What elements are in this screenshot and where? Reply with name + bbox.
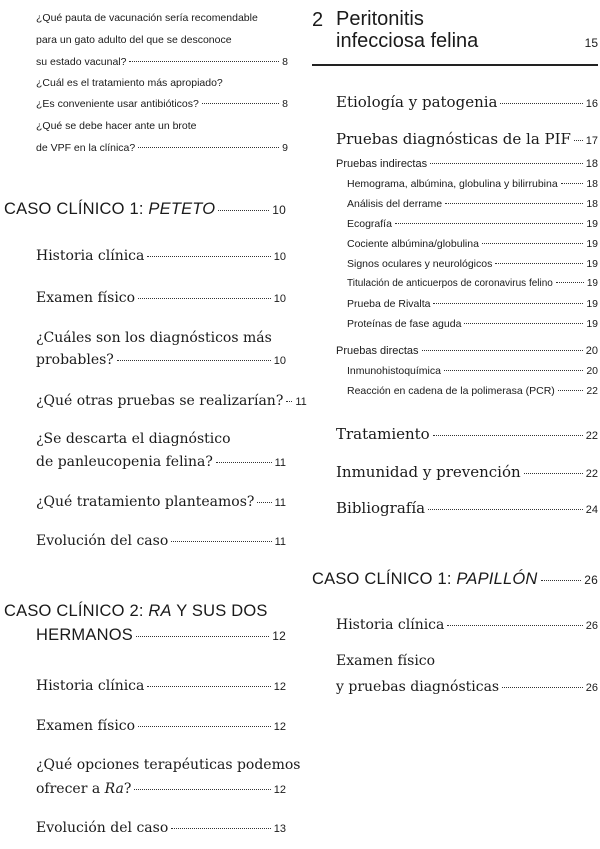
dot-leader [500,103,582,104]
toc-entry-text: de panleucopenia felina? [36,454,213,470]
dot-leader [428,509,583,510]
toc-entry[interactable] [36,290,286,306]
toc-entry-text: Pruebas diagnósticas de la PIF [336,130,571,148]
dot-leader [117,360,271,361]
toc-entry-text: Signos oculares y neurológicos [347,258,493,270]
toc-entry-text: ¿Qué otras pruebas se realizarían? [36,393,284,409]
dot-leader [134,789,270,790]
toc-entry-text: ¿Qué tratamiento planteamos? [36,494,255,510]
question-line: ¿Cuál es el tratamiento más apropiado? [36,77,223,89]
dot-leader [202,103,279,104]
page-number: 26 [585,620,598,632]
dot-leader [216,462,272,463]
dot-leader [444,370,583,371]
toc-entry-text: Evolución del caso [36,533,169,549]
dot-leader [433,303,583,304]
question-line: ¿Qué se debe hacer ante un brote [36,120,197,132]
dot-leader [433,435,583,436]
question-line: para un gato adulto del que se desconoce [36,34,232,46]
toc-entry-text: Inmunidad y prevención [336,463,521,481]
dot-leader [218,210,269,211]
toc-entry-text: Historia clínica [336,617,445,633]
page-number: 19 [586,218,598,230]
toc-entry[interactable] [36,494,286,510]
page-number: 12 [273,681,286,693]
dot-leader [558,390,584,391]
toc-entry-text: su estado vacunal? [36,56,127,68]
case-name: PETETO [148,200,216,218]
toc-entry[interactable] [36,820,286,836]
toc-entry-line: ¿Se descarta el diagnóstico [36,431,231,447]
toc-entry-text: Examen físico [36,718,136,734]
toc-entry-text: ¿Es conveniente usar antibióticos? [36,98,199,110]
toc-entry[interactable] [336,617,598,633]
dot-leader [129,61,279,62]
toc-entry-text: Pruebas indirectas [336,158,428,170]
page-number: 11 [274,536,286,548]
case-suffix: Y SUS DOS [171,602,268,620]
toc-entry[interactable] [336,345,598,357]
page-number: 15 [584,36,598,50]
page-number: 8 [282,98,288,110]
question-line: ¿Qué pauta de vacunación sería recomendable [36,12,258,24]
page-number: 26 [585,682,598,694]
toc-entry-text: Proteínas de fase aguda [347,318,462,330]
toc-entry[interactable] [347,298,598,310]
chapter-title-line1: Peritonitis [336,8,424,30]
toc-entry-text: y pruebas diagnósticas [336,679,500,695]
toc-entry[interactable] [336,93,598,111]
toc-entry-line: ¿Cuáles son los diagnósticos más [36,330,272,346]
case-prefix: CASO CLÍNICO 1: [312,570,457,588]
page-number: 17 [585,135,598,147]
page-number: 8 [282,56,288,68]
page-number: 11 [274,497,286,509]
page-number: 22 [586,385,598,397]
toc-entry[interactable] [347,218,598,230]
toc-entry[interactable] [36,718,286,734]
toc-entry-italic: Ra [104,781,124,797]
toc-entry-text: Análisis del derrame [347,198,443,210]
dot-leader [495,263,583,264]
toc-entry-text: Tratamiento [336,425,430,443]
case-prefix: CASO CLÍNICO 2: [4,602,149,620]
chapter-title-line2: infecciosa felina [336,30,479,52]
page-number: 11 [295,396,307,408]
page-number: 22 [585,468,598,480]
toc-entry[interactable] [347,258,598,270]
page-number: 19 [586,238,598,250]
page-number: 18 [585,158,598,170]
toc-entry[interactable] [336,679,598,695]
dot-leader [147,686,270,687]
page-number: 20 [586,365,598,377]
toc-entry[interactable] [36,98,288,110]
dot-leader [257,502,271,503]
dot-leader [502,687,583,688]
toc-entry-line: ¿Qué opciones terapéuticas podemos [36,757,301,773]
chapter-heading[interactable] [336,30,598,53]
toc-entry-text: Historia clínica [36,678,145,694]
dot-leader [464,323,583,324]
toc-entry[interactable] [36,248,286,264]
case-name: RA [148,602,172,620]
toc-entry[interactable] [36,781,286,797]
toc-entry-text: Bibliografía [336,499,426,517]
page-number: 9 [282,142,288,154]
dot-leader [422,350,583,351]
dot-leader [147,256,270,257]
toc-entry[interactable] [336,499,598,517]
toc-entry[interactable] [347,385,598,397]
case-heading-line [4,602,268,621]
toc-entry[interactable] [36,352,286,368]
toc-entry-text: Ecografía [347,218,392,230]
toc-entry[interactable] [336,463,598,481]
dot-leader [556,282,584,283]
dot-leader [430,163,583,164]
page-number: 13 [273,823,286,835]
toc-entry[interactable] [347,318,598,330]
page-number: 24 [585,504,598,516]
case-name: PAPILLÓN [456,570,538,588]
page-number: 12 [273,784,286,796]
case-heading[interactable] [36,626,286,645]
dot-leader [138,726,271,727]
page-number: 16 [585,98,598,110]
toc-entry[interactable] [347,278,598,289]
page-number: 19 [586,298,598,310]
page-number: 26 [584,573,598,587]
dot-leader [482,243,583,244]
toc-entry[interactable] [36,142,288,154]
toc-entry-text: Reacción en cadena de la polimerasa (PCR) [347,385,555,397]
case-heading-text: HERMANOS [36,626,133,644]
toc-entry-text: Titulación de anticuerpos de coronavirus felino [347,278,553,289]
page-number: 10 [273,251,286,263]
toc-entry-line: Examen físico [336,653,436,669]
chapter-number: 2 [312,9,324,31]
page-number: 19 [586,258,598,270]
toc-entry-text: Cociente albúmina/globulina [347,238,479,250]
toc-entry-text: Pruebas directas [336,345,419,357]
toc-entry-text: Hemograma, albúmina, globulina y bilirrubina [347,178,558,190]
dot-leader [445,203,583,204]
dot-leader [138,298,271,299]
dot-leader [136,636,269,637]
page-number: 10 [273,293,286,305]
chapter-rule [312,64,598,66]
page-number: 20 [585,345,598,357]
dot-leader [524,473,583,474]
toc-entry[interactable] [36,533,286,549]
toc-entry[interactable] [36,678,286,694]
page-number: 11 [274,457,286,469]
toc-entry[interactable] [36,454,286,470]
page-number: 12 [273,721,286,733]
toc-entry-text: Examen físico [36,290,136,306]
case-heading[interactable] [312,570,598,589]
page-number: 12 [272,629,286,643]
toc-entry[interactable] [347,178,598,190]
toc-entry-text: de VPF en la clínica? [36,142,136,154]
toc-entry-text-suffix: ? [123,781,132,797]
toc-entry[interactable] [36,56,288,68]
toc-entry-text: ofrecer a [36,781,105,797]
toc-entry[interactable] [336,130,598,148]
toc-entry-text: Evolución del caso [36,820,169,836]
toc-entry[interactable] [347,198,598,210]
dot-leader [541,580,582,581]
dot-leader [561,183,584,184]
toc-entry-text: Inmunohistoquímica [347,365,441,377]
case-heading[interactable] [4,200,286,219]
toc-entry[interactable] [347,365,598,377]
dot-leader [171,541,271,542]
toc-entry[interactable] [347,238,598,250]
dot-leader [138,147,279,148]
toc-entry-text: Etiología y patogenia [336,93,498,111]
case-prefix: CASO CLÍNICO 1: [4,200,149,218]
page-number: 18 [586,198,598,210]
page-number: 19 [586,278,598,289]
toc-entry[interactable] [336,158,598,170]
page-number: 19 [586,318,598,330]
toc-entry-text: Historia clínica [36,248,145,264]
page-number: 10 [272,203,286,217]
dot-leader [395,223,583,224]
page-number: 22 [585,430,598,442]
page-number: 10 [273,355,286,367]
dot-leader [171,828,271,829]
dot-leader [574,140,583,141]
toc-entry[interactable] [336,425,598,443]
toc-entry[interactable] [36,393,307,409]
dot-leader [447,625,582,626]
page-number: 18 [586,178,598,190]
toc-entry-text: Prueba de Rivalta [347,298,431,310]
dot-leader [286,401,292,402]
toc-entry-text: probables? [36,352,114,368]
